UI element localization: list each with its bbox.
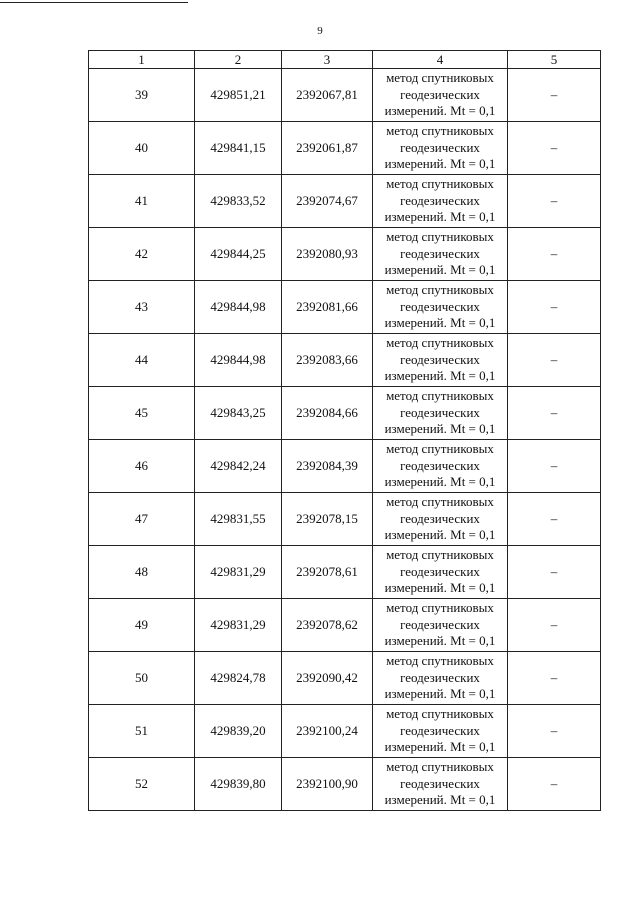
y-coordinate-cell: 2392061,87 [282, 122, 373, 175]
method-cell [373, 546, 508, 599]
method-cell [373, 599, 508, 652]
column5-cell: – [508, 546, 601, 599]
method-line: метод спутниковых [386, 759, 494, 775]
x-coordinate-cell: 429831,29 [195, 599, 282, 652]
table-row [89, 281, 601, 334]
method-line: метод спутниковых [386, 282, 494, 298]
method-line: метод спутниковых [386, 494, 494, 510]
method-line: метод спутниковых [386, 547, 494, 563]
method-line: геодезических [400, 510, 480, 526]
table-row [89, 122, 601, 175]
method-cell [373, 387, 508, 440]
table-row [89, 69, 601, 122]
method-line: метод спутниковых [386, 441, 494, 457]
method-cell [373, 493, 508, 546]
point-number-cell: 49 [89, 599, 195, 652]
method-line: измерений. Mt = 0,1 [384, 739, 496, 755]
method-line: метод спутниковых [386, 70, 494, 86]
point-number-cell: 52 [89, 758, 195, 811]
method-cell [373, 705, 508, 758]
table-row [89, 228, 601, 281]
column5-cell: – [508, 705, 601, 758]
method-cell [373, 122, 508, 175]
column5-cell: – [508, 599, 601, 652]
method-cell [373, 440, 508, 493]
method-line: измерений. Mt = 0,1 [384, 527, 496, 543]
column-header: 5 [508, 51, 601, 69]
x-coordinate-cell: 429842,24 [195, 440, 282, 493]
y-coordinate-cell: 2392100,24 [282, 705, 373, 758]
method-line: геодезических [400, 139, 480, 155]
y-coordinate-cell: 2392100,90 [282, 758, 373, 811]
method-line: измерений. Mt = 0,1 [384, 580, 496, 596]
y-coordinate-cell: 2392084,66 [282, 387, 373, 440]
method-line: метод спутниковых [386, 653, 494, 669]
table-row [89, 493, 601, 546]
y-coordinate-cell: 2392078,61 [282, 546, 373, 599]
method-line: геодезических [400, 457, 480, 473]
column-header: 1 [89, 51, 195, 69]
method-line: измерений. Mt = 0,1 [384, 103, 496, 119]
method-cell [373, 228, 508, 281]
page-number: 9 [317, 25, 323, 37]
method-line: измерений. Mt = 0,1 [384, 315, 496, 331]
x-coordinate-cell: 429843,25 [195, 387, 282, 440]
header-row [89, 51, 601, 69]
method-line: метод спутниковых [386, 600, 494, 616]
x-coordinate-cell: 429851,21 [195, 69, 282, 122]
y-coordinate-cell: 2392081,66 [282, 281, 373, 334]
method-line: геодезических [400, 86, 480, 102]
method-line: геодезических [400, 298, 480, 314]
point-number-cell: 48 [89, 546, 195, 599]
point-number-cell: 44 [89, 334, 195, 387]
method-line: измерений. Mt = 0,1 [384, 368, 496, 384]
method-cell [373, 175, 508, 228]
method-line: геодезических [400, 669, 480, 685]
method-cell [373, 281, 508, 334]
x-coordinate-cell: 429841,15 [195, 122, 282, 175]
x-coordinate-cell: 429844,98 [195, 281, 282, 334]
y-coordinate-cell: 2392078,62 [282, 599, 373, 652]
column5-cell: – [508, 281, 601, 334]
point-number-cell: 45 [89, 387, 195, 440]
x-coordinate-cell: 429844,98 [195, 334, 282, 387]
column5-cell: – [508, 175, 601, 228]
table-row [89, 758, 601, 811]
table-row [89, 705, 601, 758]
point-number-cell: 42 [89, 228, 195, 281]
method-line: метод спутниковых [386, 123, 494, 139]
table-row [89, 175, 601, 228]
x-coordinate-cell: 429844,25 [195, 228, 282, 281]
method-line: геодезических [400, 722, 480, 738]
y-coordinate-cell: 2392084,39 [282, 440, 373, 493]
method-line: измерений. Mt = 0,1 [384, 792, 496, 808]
column5-cell: – [508, 493, 601, 546]
method-cell [373, 652, 508, 705]
table-row [89, 387, 601, 440]
method-line: метод спутниковых [386, 229, 494, 245]
method-line: геодезических [400, 775, 480, 791]
method-line: геодезических [400, 404, 480, 420]
column5-cell: – [508, 122, 601, 175]
method-line: метод спутниковых [386, 176, 494, 192]
column-header: 2 [195, 51, 282, 69]
table-row [89, 599, 601, 652]
table-row [89, 334, 601, 387]
x-coordinate-cell: 429831,55 [195, 493, 282, 546]
method-cell [373, 758, 508, 811]
point-number-cell: 47 [89, 493, 195, 546]
method-line: измерений. Mt = 0,1 [384, 209, 496, 225]
point-number-cell: 43 [89, 281, 195, 334]
column5-cell: – [508, 652, 601, 705]
point-number-cell: 39 [89, 69, 195, 122]
y-coordinate-cell: 2392074,67 [282, 175, 373, 228]
point-number-cell: 50 [89, 652, 195, 705]
method-line: измерений. Mt = 0,1 [384, 421, 496, 437]
x-coordinate-cell: 429824,78 [195, 652, 282, 705]
point-number-cell: 46 [89, 440, 195, 493]
method-line: геодезических [400, 192, 480, 208]
method-line: измерений. Mt = 0,1 [384, 474, 496, 490]
column5-cell: – [508, 758, 601, 811]
column5-cell: – [508, 69, 601, 122]
x-coordinate-cell: 429839,20 [195, 705, 282, 758]
method-line: измерений. Mt = 0,1 [384, 156, 496, 172]
method-line: измерений. Mt = 0,1 [384, 633, 496, 649]
method-line: измерений. Mt = 0,1 [384, 262, 496, 278]
method-cell [373, 69, 508, 122]
y-coordinate-cell: 2392078,15 [282, 493, 373, 546]
column-header: 4 [373, 51, 508, 69]
method-line: измерений. Mt = 0,1 [384, 686, 496, 702]
column5-cell: – [508, 334, 601, 387]
y-coordinate-cell: 2392090,42 [282, 652, 373, 705]
y-coordinate-cell: 2392067,81 [282, 69, 373, 122]
point-number-cell: 41 [89, 175, 195, 228]
table-row [89, 546, 601, 599]
header-rule [0, 2, 188, 3]
method-line: геодезических [400, 245, 480, 261]
y-coordinate-cell: 2392080,93 [282, 228, 373, 281]
column5-cell: – [508, 228, 601, 281]
x-coordinate-cell: 429833,52 [195, 175, 282, 228]
y-coordinate-cell: 2392083,66 [282, 334, 373, 387]
method-line: метод спутниковых [386, 388, 494, 404]
method-line: геодезических [400, 351, 480, 367]
table-row [89, 652, 601, 705]
column5-cell: – [508, 440, 601, 493]
method-line: геодезических [400, 563, 480, 579]
x-coordinate-cell: 429831,29 [195, 546, 282, 599]
table-row [89, 440, 601, 493]
method-line: геодезических [400, 616, 480, 632]
x-coordinate-cell: 429839,80 [195, 758, 282, 811]
point-number-cell: 51 [89, 705, 195, 758]
point-number-cell: 40 [89, 122, 195, 175]
coordinates-table [88, 50, 601, 811]
method-line: метод спутниковых [386, 335, 494, 351]
method-line: метод спутниковых [386, 706, 494, 722]
column5-cell: – [508, 387, 601, 440]
method-cell [373, 334, 508, 387]
column-header: 3 [282, 51, 373, 69]
